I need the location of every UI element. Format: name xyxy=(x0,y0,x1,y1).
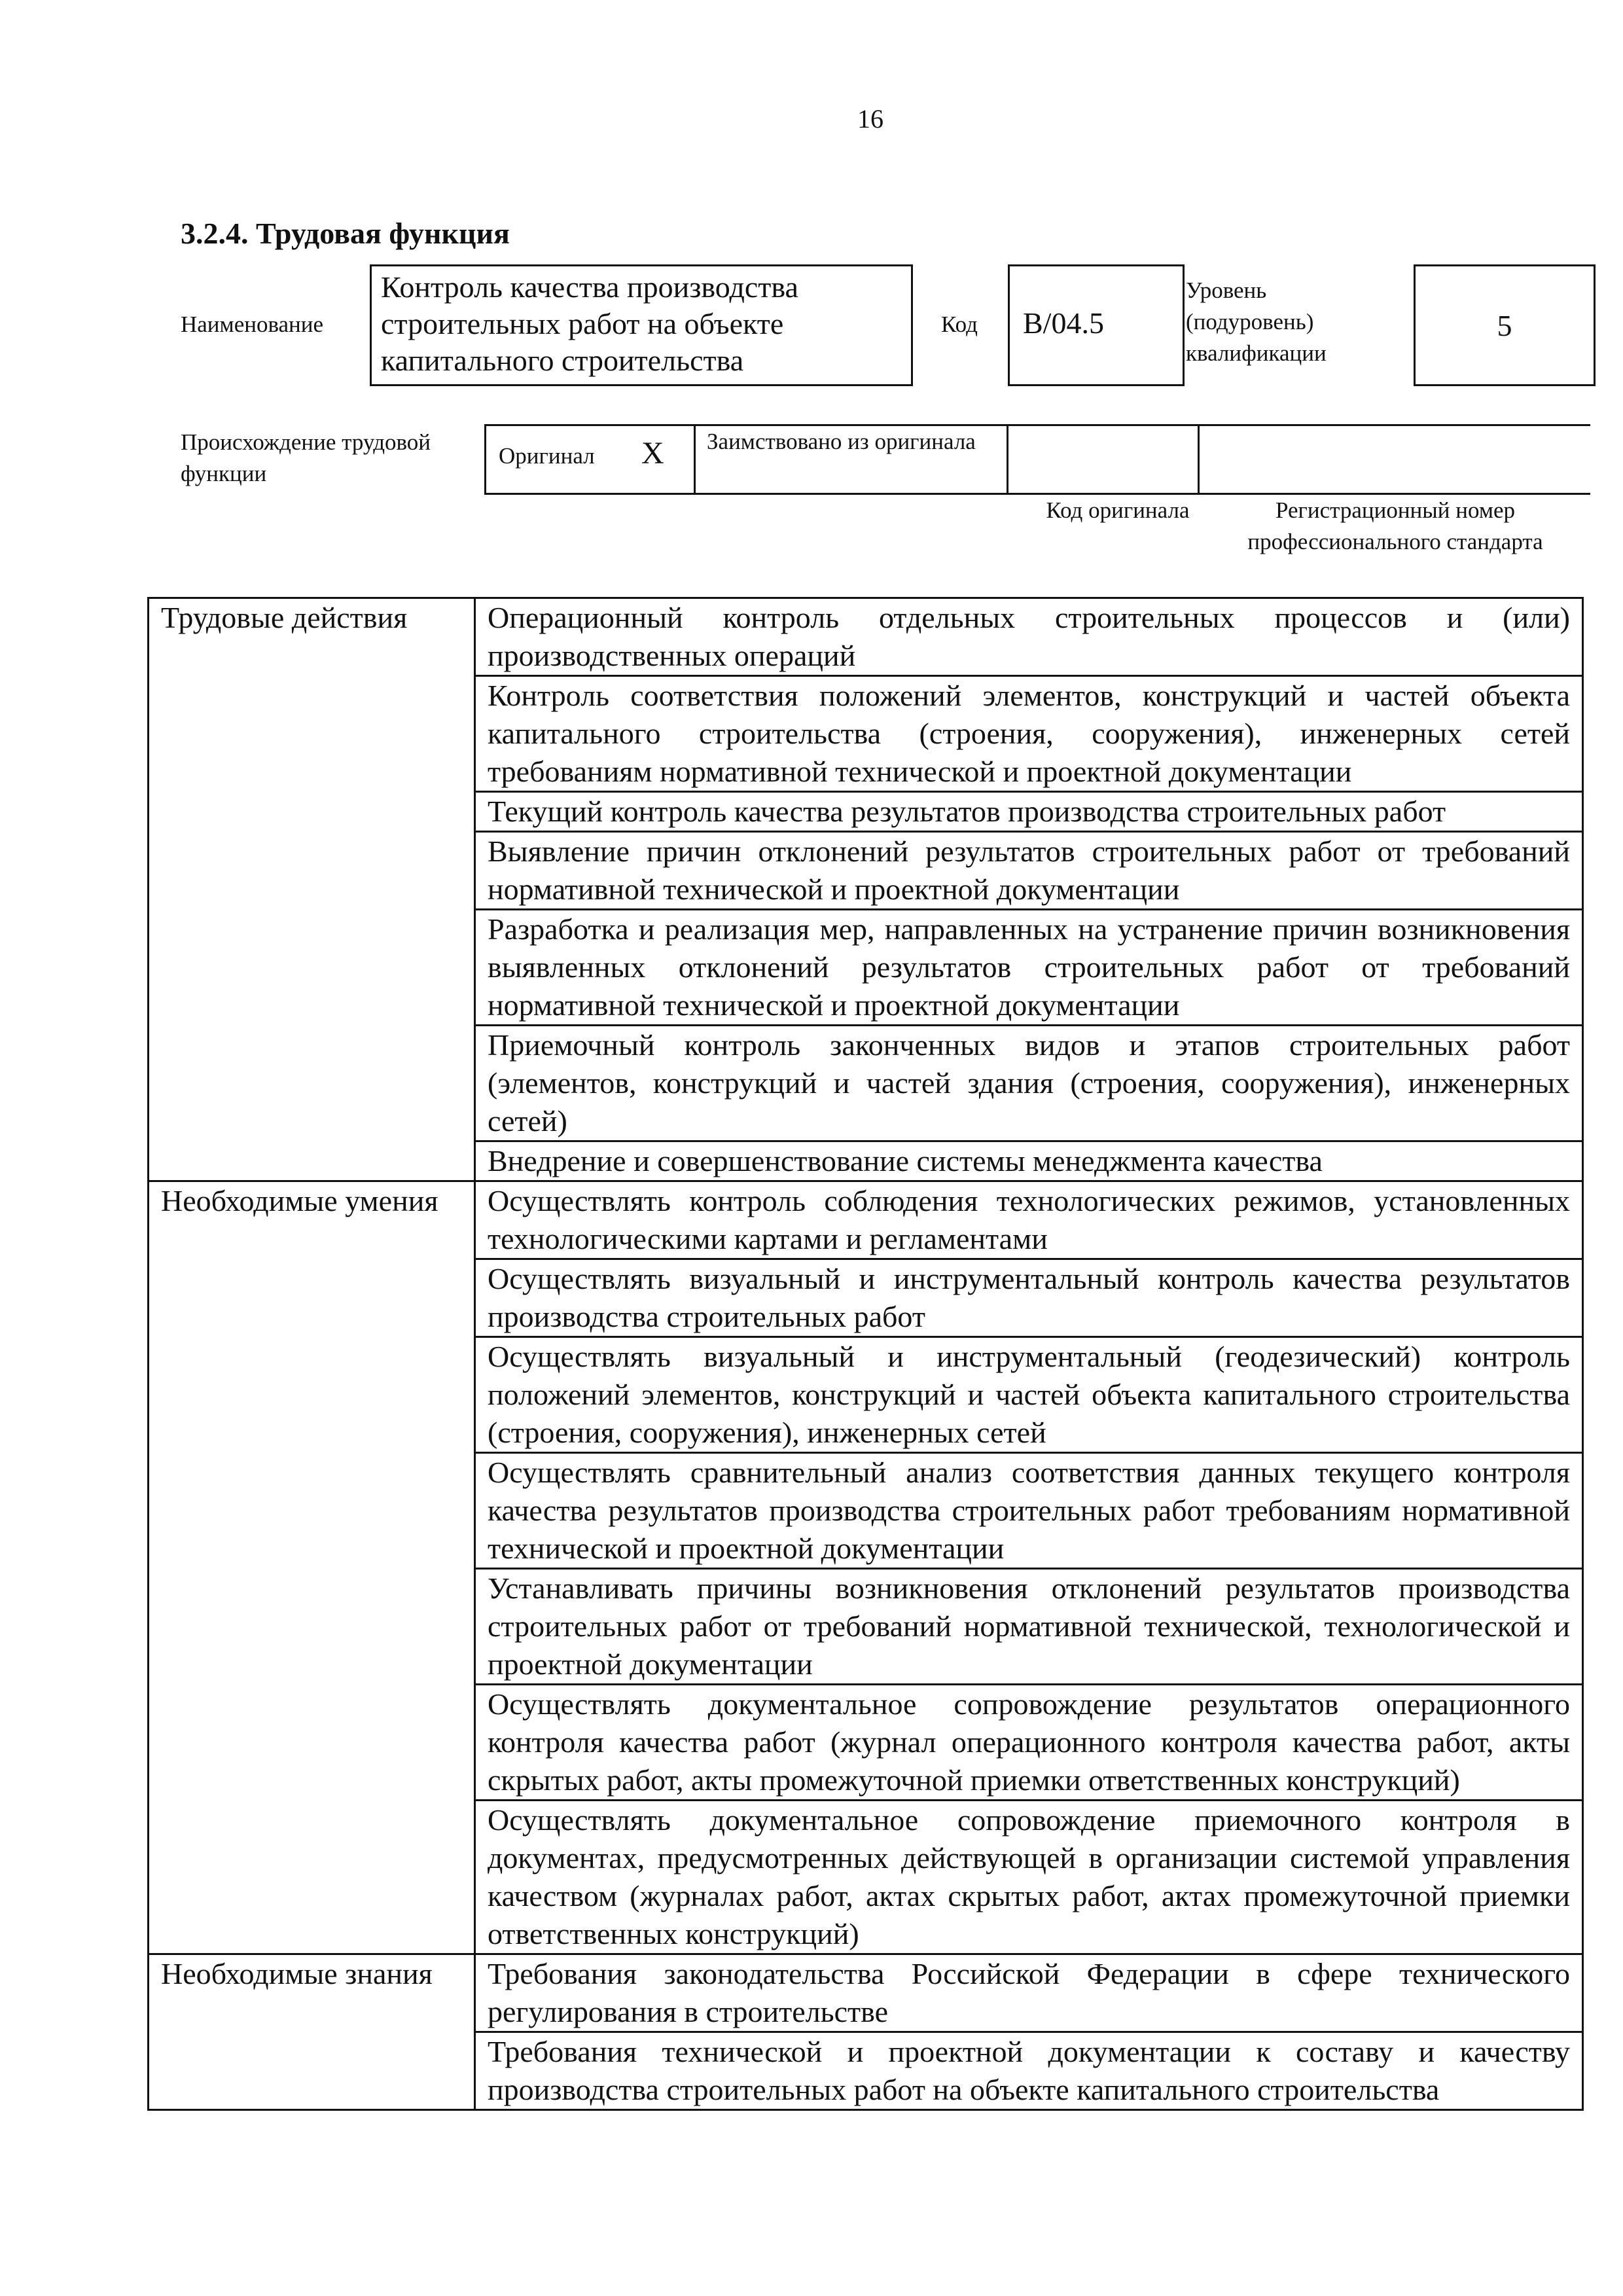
borrowed-label: Заимствовано из оригинала xyxy=(707,429,976,454)
section-title: 3.2.4. Трудовая функция xyxy=(181,217,510,250)
code-box xyxy=(1008,264,1185,386)
section-title-cell: Необходимые умения xyxy=(149,1181,475,1954)
table-cell: Осуществлять документальное сопровождение приемочного контроля в документах, предусмотренных действующей в организации системой управления качеством (журналах работ, актах скрытых работ, актах промежуточной приемки ответственных конструкций) xyxy=(475,1801,1583,1954)
table-cell: Устанавливать причины возникновения отклонений результатов производства строительных работ от требований нормативной технической, технологической и проектной документации xyxy=(475,1569,1583,1685)
table-cell: Внедрение и совершенствование системы менеджмента качества xyxy=(475,1141,1583,1181)
table-row xyxy=(149,598,1583,676)
reg-number-caption: Регистрационный номер профессионального стандарта xyxy=(1247,497,1543,554)
original-mark: X xyxy=(641,436,664,471)
table-cell: Осуществлять визуальный и инструментальный контроль качества результатов производства строительных работ xyxy=(475,1259,1583,1337)
origin-divider xyxy=(1007,426,1008,493)
table-cell: Контроль соответствия положений элементов, конструкций и частей объекта капитального строительства (строения, сооружения), инженерных сетей требованиям нормативной технической и проектной документации xyxy=(475,676,1583,792)
function-name-value: Контроль качества производства строительных работ на объекте капитального строительства xyxy=(381,270,798,377)
code-original-caption: Код оригинала xyxy=(1046,497,1190,523)
table-cell: Осуществлять визуальный и инструментальный (геодезический) контроль положений элементов, конструкций и частей объекта капитального строительства (строения, сооружения), инженерных сетей xyxy=(475,1337,1583,1453)
table-cell: Выявление причин отклонений результатов строительных работ от требований нормативной технической и проектной документации xyxy=(475,832,1583,910)
table-cell: Требования законодательства Российской Федерации в сфере технического регулирования в строительстве xyxy=(475,1954,1583,2032)
table-cell: Осуществлять контроль соблюдения технологических режимов, установленных технологическими картами и регламентами xyxy=(475,1181,1583,1259)
table-row xyxy=(149,1181,1583,1259)
level-value: 5 xyxy=(1497,309,1512,342)
table-cell: Разработка и реализация мер, направленных на устранение причин возникновения выявленных отклонений результатов строительных работ от требований нормативной технической и проектной документации xyxy=(475,910,1583,1026)
table-cell: Операционный контроль отдельных строительных процессов и (или) производственных операций xyxy=(475,598,1583,676)
table-cell: Осуществлять сравнительный анализ соответствия данных текущего контроля качества результатов производства строительных работ требованиям нормативной технической и проектной документации xyxy=(475,1453,1583,1569)
level-box xyxy=(1414,264,1596,386)
section-title-cell: Необходимые знания xyxy=(149,1954,475,2110)
labor-function-table xyxy=(147,597,1584,2111)
page-number: 16 xyxy=(857,104,883,134)
origin-label: Происхождение трудовой функции xyxy=(181,429,431,486)
origin-row xyxy=(484,424,1590,495)
name-label: Наименование xyxy=(181,312,324,337)
table-row xyxy=(149,1954,1583,2032)
table-cell: Осуществлять документальное сопровождение результатов операционного контроля качества работ (журнал операционного контроля качества работ, акты скрытых работ, акты промежуточной приемки ответственных конструкций) xyxy=(475,1685,1583,1801)
original-label: Оригинал xyxy=(499,443,595,469)
table-cell: Приемочный контроль законченных видов и этапов строительных работ (элементов, конструкций и частей здания (строения, сооружения), инженерных сетей) xyxy=(475,1026,1583,1141)
code-label: Код xyxy=(941,312,978,337)
function-name-box xyxy=(370,264,913,386)
origin-divider xyxy=(484,426,486,493)
origin-divider xyxy=(1198,426,1200,493)
code-value: B/04.5 xyxy=(1023,306,1104,340)
origin-divider xyxy=(694,426,696,493)
table-cell: Требования технической и проектной документации к составу и качеству производства строительных работ на объекте капитального строительства xyxy=(475,2032,1583,2110)
table-cell: Текущий контроль качества результатов производства строительных работ xyxy=(475,792,1583,832)
level-label: Уровень (подуровень) квалификации xyxy=(1186,278,1327,366)
section-title-cell: Трудовые действия xyxy=(149,598,475,1181)
